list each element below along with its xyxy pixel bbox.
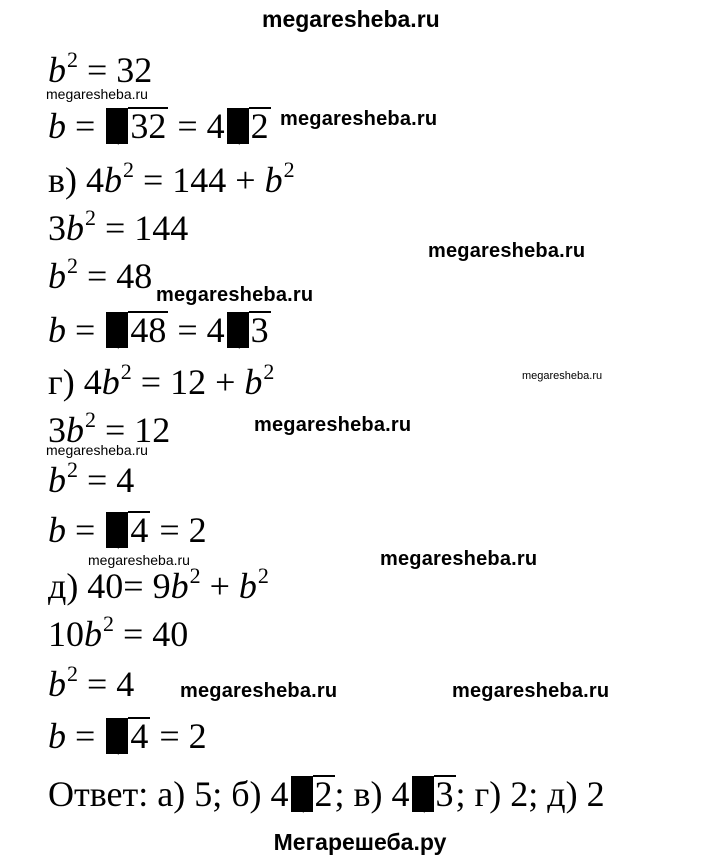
watermark: megaresheba.ru — [46, 442, 148, 458]
equation-line-13: $b^2 = 4$ — [48, 661, 135, 704]
equation-line-10: b = 4 = 2 — [48, 510, 207, 550]
sqrt-symbol: 3 — [412, 774, 456, 814]
watermark: megaresheba.ru — [522, 370, 603, 382]
sqrt-symbol: 48 — [106, 310, 168, 350]
equation-line-4: $3b^2 = 144$ — [48, 205, 189, 248]
header-watermark: megaresheba.ru — [262, 6, 440, 32]
sqrt-symbol: 2 — [291, 774, 335, 814]
equation-line-7: г) $4b^2 = 12 + b^2$ — [48, 359, 275, 402]
equation-line-5: $b^2 = 48$ — [48, 253, 153, 296]
equation-line-11: д) $40= 9b^2 + b^2$ — [48, 563, 269, 606]
sqrt-symbol: 4 — [106, 716, 150, 756]
watermark: megaresheba.ru — [156, 284, 314, 306]
equation-line-14: b = 4 = 2 — [48, 716, 207, 756]
equation-line-9: $b^2 = 4$ — [48, 457, 135, 500]
equation-line-2: b = 32 = 4 2 — [48, 106, 269, 146]
watermark: megaresheba.ru — [380, 548, 538, 570]
sqrt-symbol: 3 — [227, 310, 271, 350]
watermark: megaresheba.ru — [180, 680, 338, 702]
watermark: megaresheba.ru — [254, 414, 412, 436]
equation-line-3: в) $4b^2 = 144 + b^2$ — [48, 157, 295, 200]
sqrt-symbol: 2 — [227, 106, 271, 146]
equation-line-6: b = 48 = 4 3 — [48, 310, 269, 350]
watermark: megaresheba.ru — [428, 240, 586, 262]
sqrt-symbol: 4 — [106, 510, 150, 550]
watermark: megaresheba.ru — [280, 108, 438, 130]
equation-line-1: $b^2 = 32$ — [48, 47, 153, 90]
equation-line-12: $10b^2 = 40$ — [48, 611, 189, 654]
footer-watermark: Мегарешеба.ру — [273, 829, 447, 855]
answer-line: Ответ: а) 5; б) 4 2; в) 4 3; г) 2; д) 2 — [48, 774, 605, 814]
watermark: megaresheba.ru — [46, 86, 148, 102]
sqrt-symbol: 32 — [106, 106, 168, 146]
equation-line-8: $3b^2 = 12$ — [48, 407, 171, 450]
watermark: megaresheba.ru — [88, 552, 190, 568]
watermark: megaresheba.ru — [452, 680, 610, 702]
